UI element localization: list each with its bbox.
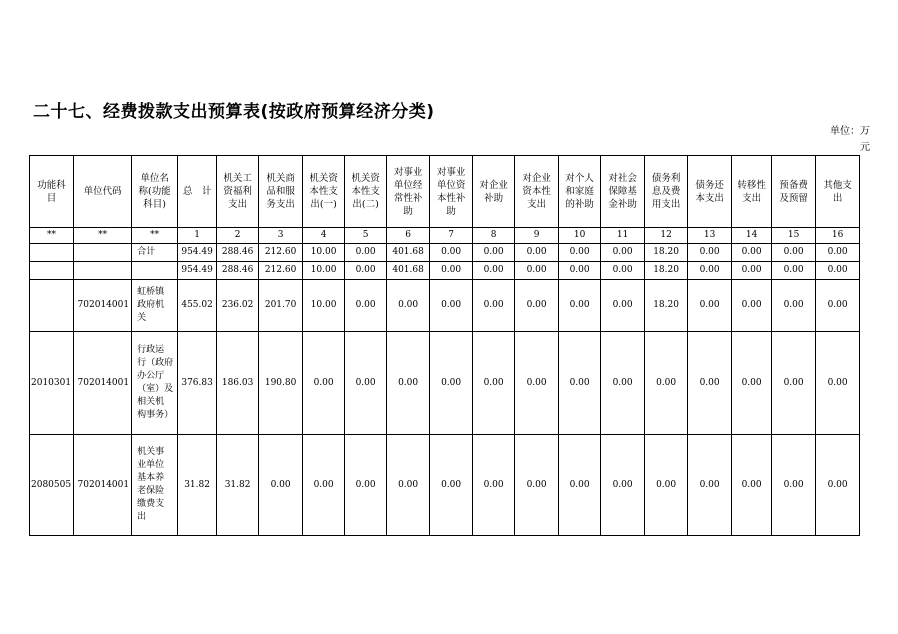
column-header: 机关资 本性支 出(二) <box>345 156 387 228</box>
unit-code-cell: 702014001 <box>74 280 132 332</box>
value-cell: 455.02 <box>178 280 217 332</box>
value-cell: 18.20 <box>645 262 688 280</box>
index-cell: ** <box>132 228 178 244</box>
index-cell: 12 <box>645 228 688 244</box>
value-cell: 0.00 <box>732 332 772 435</box>
value-cell: 0.00 <box>430 262 473 280</box>
value-cell: 0.00 <box>430 435 473 536</box>
value-cell: 0.00 <box>732 262 772 280</box>
column-header: 其他支 出 <box>816 156 860 228</box>
index-cell: ** <box>30 228 74 244</box>
function-code-cell: 2080505 <box>30 435 74 536</box>
value-cell: 0.00 <box>816 244 860 262</box>
value-cell: 0.00 <box>387 332 430 435</box>
value-cell: 0.00 <box>473 262 515 280</box>
value-cell: 0.00 <box>732 280 772 332</box>
value-cell: 954.49 <box>178 244 217 262</box>
column-header: 债务利 息及费 用支出 <box>645 156 688 228</box>
value-cell: 0.00 <box>559 280 601 332</box>
value-cell: 31.82 <box>217 435 259 536</box>
value-cell: 18.20 <box>645 280 688 332</box>
unit-code-cell: 702014001 <box>74 332 132 435</box>
index-cell: 8 <box>473 228 515 244</box>
column-header: 预备费 及预留 <box>772 156 816 228</box>
table-body <box>30 156 860 536</box>
column-header: 功能科 目 <box>30 156 74 228</box>
value-cell: 288.46 <box>217 244 259 262</box>
index-cell: 6 <box>387 228 430 244</box>
value-cell: 0.00 <box>688 244 732 262</box>
unit-label: 单位：万 元 <box>830 126 870 153</box>
value-cell: 0.00 <box>515 280 559 332</box>
value-cell: 186.03 <box>217 332 259 435</box>
value-cell: 0.00 <box>601 262 645 280</box>
value-cell: 0.00 <box>473 280 515 332</box>
value-cell: 0.00 <box>688 262 732 280</box>
value-cell: 0.00 <box>559 262 601 280</box>
table-row <box>30 244 860 262</box>
value-cell: 0.00 <box>430 280 473 332</box>
value-cell: 0.00 <box>345 244 387 262</box>
function-code-cell: 2010301 <box>30 332 74 435</box>
budget-table <box>29 155 860 536</box>
value-cell: 0.00 <box>387 435 430 536</box>
column-header: 机关工 资福利 支出 <box>217 156 259 228</box>
value-cell: 0.00 <box>559 435 601 536</box>
value-cell: 401.68 <box>387 262 430 280</box>
unit-name-cell: 合计 <box>132 244 178 262</box>
value-cell: 0.00 <box>772 435 816 536</box>
value-cell: 0.00 <box>772 244 816 262</box>
index-cell: 10 <box>559 228 601 244</box>
value-cell: 0.00 <box>345 280 387 332</box>
value-cell: 0.00 <box>430 332 473 435</box>
value-cell: 0.00 <box>816 435 860 536</box>
value-cell: 31.82 <box>178 435 217 536</box>
table-row <box>30 332 860 435</box>
index-cell: 15 <box>772 228 816 244</box>
unit-code-cell <box>74 262 132 280</box>
value-cell: 954.49 <box>178 262 217 280</box>
value-cell: 0.00 <box>688 280 732 332</box>
column-header: 单位名 称(功能 科目) <box>132 156 178 228</box>
value-cell: 0.00 <box>345 332 387 435</box>
unit-name-cell: 机关事 业单位 基本养 老保险 缴费支 出 <box>132 435 178 536</box>
index-cell: 4 <box>303 228 345 244</box>
value-cell: 10.00 <box>303 262 345 280</box>
index-cell: 3 <box>259 228 303 244</box>
column-header: 机关资 本性支 出(一) <box>303 156 345 228</box>
value-cell: 0.00 <box>601 244 645 262</box>
value-cell: 0.00 <box>473 244 515 262</box>
value-cell: 0.00 <box>515 262 559 280</box>
unit-code-cell <box>74 244 132 262</box>
column-header: 机关商 品和服 务支出 <box>259 156 303 228</box>
value-cell: 0.00 <box>515 435 559 536</box>
column-header: 对企业 补助 <box>473 156 515 228</box>
index-cell: 2 <box>217 228 259 244</box>
value-cell: 0.00 <box>303 435 345 536</box>
column-header: 对事业 单位资 本性补 助 <box>430 156 473 228</box>
value-cell: 288.46 <box>217 262 259 280</box>
value-cell: 0.00 <box>645 435 688 536</box>
unit-name-cell: 虹桥镇 政府机 关 <box>132 280 178 332</box>
column-header: 单位代码 <box>74 156 132 228</box>
function-code-cell <box>30 262 74 280</box>
value-cell: 0.00 <box>515 332 559 435</box>
value-cell: 0.00 <box>473 435 515 536</box>
value-cell: 0.00 <box>559 332 601 435</box>
value-cell: 0.00 <box>772 332 816 435</box>
column-header: 总 计 <box>178 156 217 228</box>
value-cell: 0.00 <box>345 435 387 536</box>
value-cell: 0.00 <box>732 435 772 536</box>
page-title: 二十七、经费拨款支出预算表(按政府预算经济分类) <box>33 102 435 122</box>
index-cell: 5 <box>345 228 387 244</box>
value-cell: 0.00 <box>772 262 816 280</box>
value-cell: 0.00 <box>345 262 387 280</box>
index-cell: 1 <box>178 228 217 244</box>
value-cell: 0.00 <box>688 435 732 536</box>
function-code-cell <box>30 280 74 332</box>
value-cell: 0.00 <box>772 280 816 332</box>
value-cell: 0.00 <box>816 280 860 332</box>
value-cell: 0.00 <box>430 244 473 262</box>
value-cell: 0.00 <box>559 244 601 262</box>
value-cell: 401.68 <box>387 244 430 262</box>
unit-name-cell: 行政运 行（政府 办公厅 （室）及 相关机 构事务） <box>132 332 178 435</box>
unit-name-cell <box>132 262 178 280</box>
value-cell: 190.80 <box>259 332 303 435</box>
column-header: 对个人 和家庭 的补助 <box>559 156 601 228</box>
function-code-cell <box>30 244 74 262</box>
unit-code-cell: 702014001 <box>74 435 132 536</box>
column-header: 对事业 单位经 常性补 助 <box>387 156 430 228</box>
value-cell: 0.00 <box>515 244 559 262</box>
column-header: 转移性 支出 <box>732 156 772 228</box>
value-cell: 0.00 <box>473 332 515 435</box>
value-cell: 0.00 <box>601 280 645 332</box>
value-cell: 0.00 <box>816 262 860 280</box>
value-cell: 0.00 <box>688 332 732 435</box>
index-cell: 7 <box>430 228 473 244</box>
value-cell: 0.00 <box>387 280 430 332</box>
value-cell: 0.00 <box>259 435 303 536</box>
index-cell: 11 <box>601 228 645 244</box>
table-row <box>30 262 860 280</box>
value-cell: 0.00 <box>303 332 345 435</box>
value-cell: 212.60 <box>259 244 303 262</box>
value-cell: 0.00 <box>732 244 772 262</box>
header-row <box>30 156 860 228</box>
index-cell: ** <box>74 228 132 244</box>
index-cell: 9 <box>515 228 559 244</box>
value-cell: 18.20 <box>645 244 688 262</box>
index-cell: 13 <box>688 228 732 244</box>
value-cell: 0.00 <box>601 435 645 536</box>
value-cell: 212.60 <box>259 262 303 280</box>
index-row <box>30 228 860 244</box>
column-header: 债务还 本支出 <box>688 156 732 228</box>
column-header: 对社会 保障基 金补助 <box>601 156 645 228</box>
table-row <box>30 435 860 536</box>
value-cell: 236.02 <box>217 280 259 332</box>
table-row <box>30 280 860 332</box>
index-cell: 16 <box>816 228 860 244</box>
value-cell: 0.00 <box>601 332 645 435</box>
column-header: 对企业 资本性 支出 <box>515 156 559 228</box>
value-cell: 10.00 <box>303 280 345 332</box>
value-cell: 201.70 <box>259 280 303 332</box>
index-cell: 14 <box>732 228 772 244</box>
value-cell: 0.00 <box>645 332 688 435</box>
value-cell: 10.00 <box>303 244 345 262</box>
value-cell: 376.83 <box>178 332 217 435</box>
value-cell: 0.00 <box>816 332 860 435</box>
